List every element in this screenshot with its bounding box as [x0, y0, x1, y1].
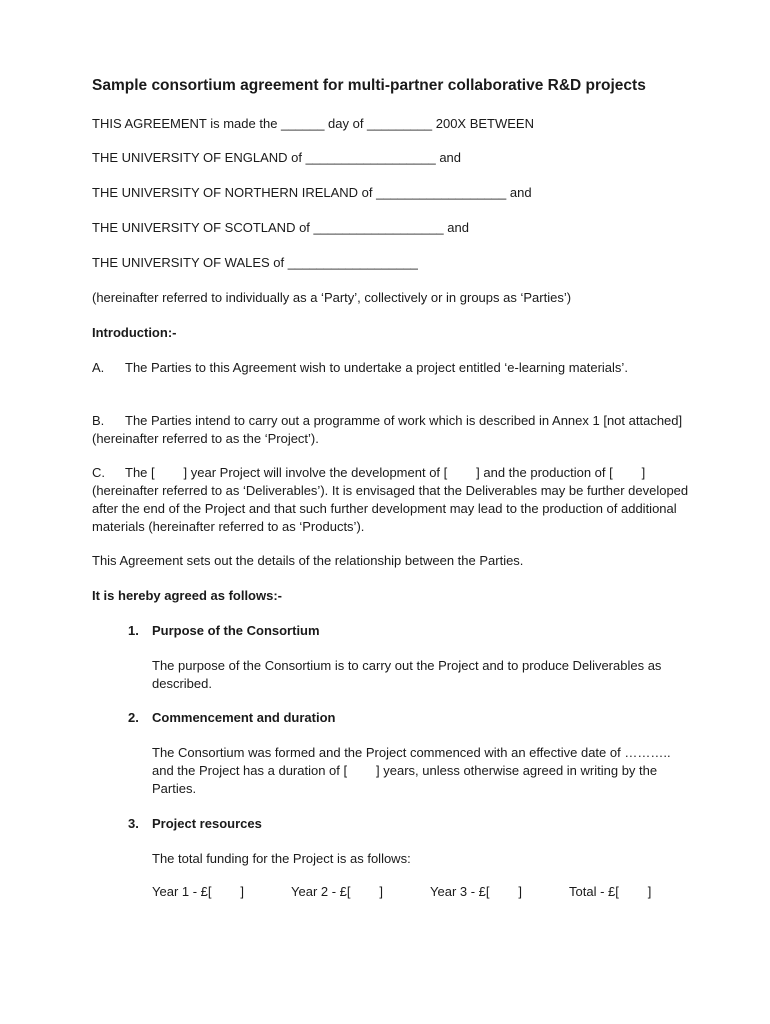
agreement-date-line: THIS AGREEMENT is made the ______ day of _________ 200X BETWEEN — [92, 116, 534, 131]
intro-text-a: The Parties to this Agreement wish to undertake a project entitled ‘e-learning materials’. — [125, 360, 628, 375]
intro-text-b: The Parties intend to carry out a programme of work which is described in Annex 1 [not attached] (hereinafter referred to as the ‘Project’). — [92, 413, 683, 446]
section-2-title: Commencement and duration — [152, 710, 336, 725]
page-title: Sample consortium agreement for multi-partner collaborative R&D projects — [92, 77, 646, 94]
intro-paragraph-a — [92, 359, 692, 377]
intro-paragraph-c — [92, 464, 692, 536]
agreed-heading: It is hereby agreed as follows:- — [92, 588, 282, 603]
introduction-heading: Introduction:- — [92, 325, 177, 340]
funding-year-2: Year 2 - £[ ] — [291, 884, 384, 899]
intro-text-c: The [ ] year Project will involve the development of [ ] and the production of [ ] (hereinafter referred to as ‘Deliverables’). It is envisaged that the Deliverables may be further developed after the end of the Project and that such further development may lead to the production of additional materials (hereinafter referred to as ‘Products’). — [92, 465, 692, 534]
section-3-heading — [128, 815, 262, 833]
section-1-text: The purpose of the Consortium is to carry out the Project and to produce Deliverables as described. — [152, 658, 662, 691]
intro-letter-c: C. — [92, 465, 105, 480]
section-1-number: 1. — [128, 623, 139, 638]
section-2-text: The Consortium was formed and the Project commenced with an effective date of ……….. and the Project has a duration of [ ] years, unless otherwise agreed in writing by the Parties. — [152, 745, 675, 796]
intro-paragraph-b — [92, 412, 692, 448]
section-3-text: The total funding for the Project is as follows: — [152, 851, 411, 866]
relationship-statement: This Agreement sets out the details of the relationship between the Parties. — [92, 553, 524, 568]
section-2-heading — [128, 709, 335, 727]
funding-year-1: Year 1 - £[ ] — [152, 884, 245, 899]
section-1-heading — [128, 622, 320, 640]
party-scotland-line: THE UNIVERSITY OF SCOTLAND of __________________ and — [92, 220, 469, 235]
intro-letter-a: A. — [92, 360, 105, 375]
party-wales-line: THE UNIVERSITY OF WALES of __________________ — [92, 255, 418, 270]
section-3-number: 3. — [128, 816, 139, 831]
section-2-number: 2. — [128, 710, 139, 725]
party-england-line: THE UNIVERSITY OF ENGLAND of __________________ and — [92, 150, 462, 165]
intro-letter-b: B. — [92, 413, 105, 428]
funding-total: Total - £[ ] — [569, 884, 652, 899]
section-3-title: Project resources — [152, 816, 262, 831]
party-northern-ireland-line: THE UNIVERSITY OF NORTHERN IRELAND of __________________ and — [92, 185, 532, 200]
funding-year-3: Year 3 - £[ ] — [430, 884, 523, 899]
hereinafter-note: (hereinafter referred to individually as a ‘Party’, collectively or in groups as ‘Parties’) — [92, 290, 572, 305]
section-1-title: Purpose of the Consortium — [152, 623, 320, 638]
